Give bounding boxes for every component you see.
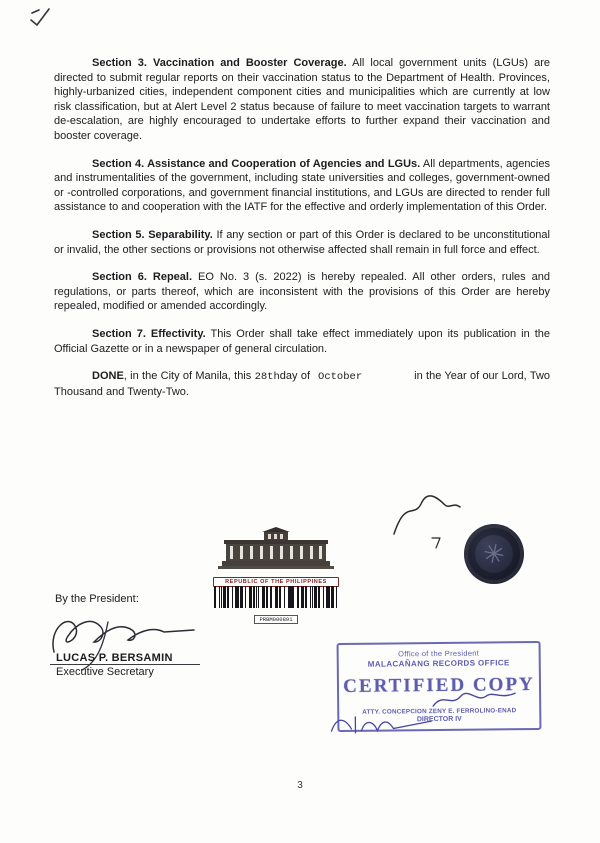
palace-illustration <box>216 527 336 571</box>
section-4-body: All departments, agencies and instrumentalities of the government, including state universities and colleges, government-owned or -controlled corporations, and government financial institutions, and LGUs are directed to render full assistance to and cooperation with the IATF for the effective and orderly implementation of this Order. <box>54 157 550 214</box>
done-word: DONE <box>92 370 124 383</box>
done-clause <box>54 369 550 399</box>
secretary-name: LUCAS P. BERSAMIN <box>56 652 173 664</box>
secretary-title: Executive Secretary <box>56 666 154 678</box>
section-4-heading: Section 4. Assistance and Cooperation of Agencies and LGUs. <box>92 157 421 170</box>
signature-underline <box>50 664 200 665</box>
section-7-heading: Section 7. Effectivity. <box>92 327 206 340</box>
stamp-signature <box>429 687 521 719</box>
section-7-paragraph <box>54 327 550 356</box>
stamp-bureau-line: MALACAÑANG RECORDS OFFICE <box>367 658 510 669</box>
document-body <box>54 56 550 412</box>
palace-caption: REPUBLIC OF THE PHILIPPINES <box>213 577 339 587</box>
barcode-block <box>212 586 340 626</box>
section-6-body: EO No. 3 (s. 2022) is hereby repealed. All other orders, rules and regulations, or parts thereof, which are inconsistent with the provisions of this Order are hereby repealed, modified or amended accordingly. <box>54 271 550 313</box>
stamp-attorney-name: ATTY. CONCEPCION ZENY E. FERROLINO-ENAD <box>362 707 517 716</box>
section-3-paragraph <box>54 56 550 144</box>
seal-star-icon: ✳ <box>480 537 508 571</box>
section-5-paragraph <box>54 228 550 257</box>
barcode-label: PRBM000891 <box>254 615 297 624</box>
section-7-body: This Order shall take effect immediately upon its publication in the Official Gazette or in a newspaper of general circulation. <box>54 327 551 355</box>
done-day-typed: 28th <box>254 371 280 384</box>
section-6-heading: Section 6. Repeal. <box>92 271 193 284</box>
palace-illustration-block <box>213 527 339 587</box>
dry-seal <box>464 524 524 584</box>
stamp-office-line: Office of the President <box>398 648 480 659</box>
done-month-typed: October <box>318 371 363 384</box>
section-3-heading: Section 3. Vaccination and Booster Coverage. <box>92 57 347 69</box>
done-mid: day of <box>279 370 311 383</box>
stamp-certified-copy: CERTIFIED COPY <box>343 673 535 698</box>
section-6-paragraph <box>54 270 550 314</box>
section-5-body: If any section or part of this Order is declared to be unconstitutional or invalid, the other sections or provisions not otherwise affected shall remain in full force and effect. <box>54 228 550 256</box>
pen-mark <box>28 6 54 33</box>
by-the-president-line: By the President: <box>55 593 139 605</box>
stamp-director-line: DIRECTOR IV <box>416 715 462 724</box>
stamp-handwritten-note <box>327 708 439 744</box>
page-number: 3 <box>297 780 303 791</box>
section-3-body: All local government units (LGUs) are directed to submit regular reports on their vaccination status to the Department of Health. Provinces, highly-urbanized cities, independent component cities and municipalities which are currently at low risk classification, but at Alert Level 2 status because of failure to meet vaccination targets to warrant de-escalation, are highly encouraged to undertake efforts to further expand their vaccination and booster coverage. <box>54 57 550 142</box>
section-5-heading: Section 5. Separability. <box>92 228 213 241</box>
president-signature <box>388 488 468 555</box>
barcode <box>214 586 338 608</box>
done-tail: in the Year of our Lord, Two Thousand and Twenty-Two. <box>54 370 551 398</box>
section-4-paragraph <box>54 157 550 215</box>
certified-copy-stamp <box>337 641 542 732</box>
done-lead: , in the City of Manila, this <box>123 370 255 383</box>
